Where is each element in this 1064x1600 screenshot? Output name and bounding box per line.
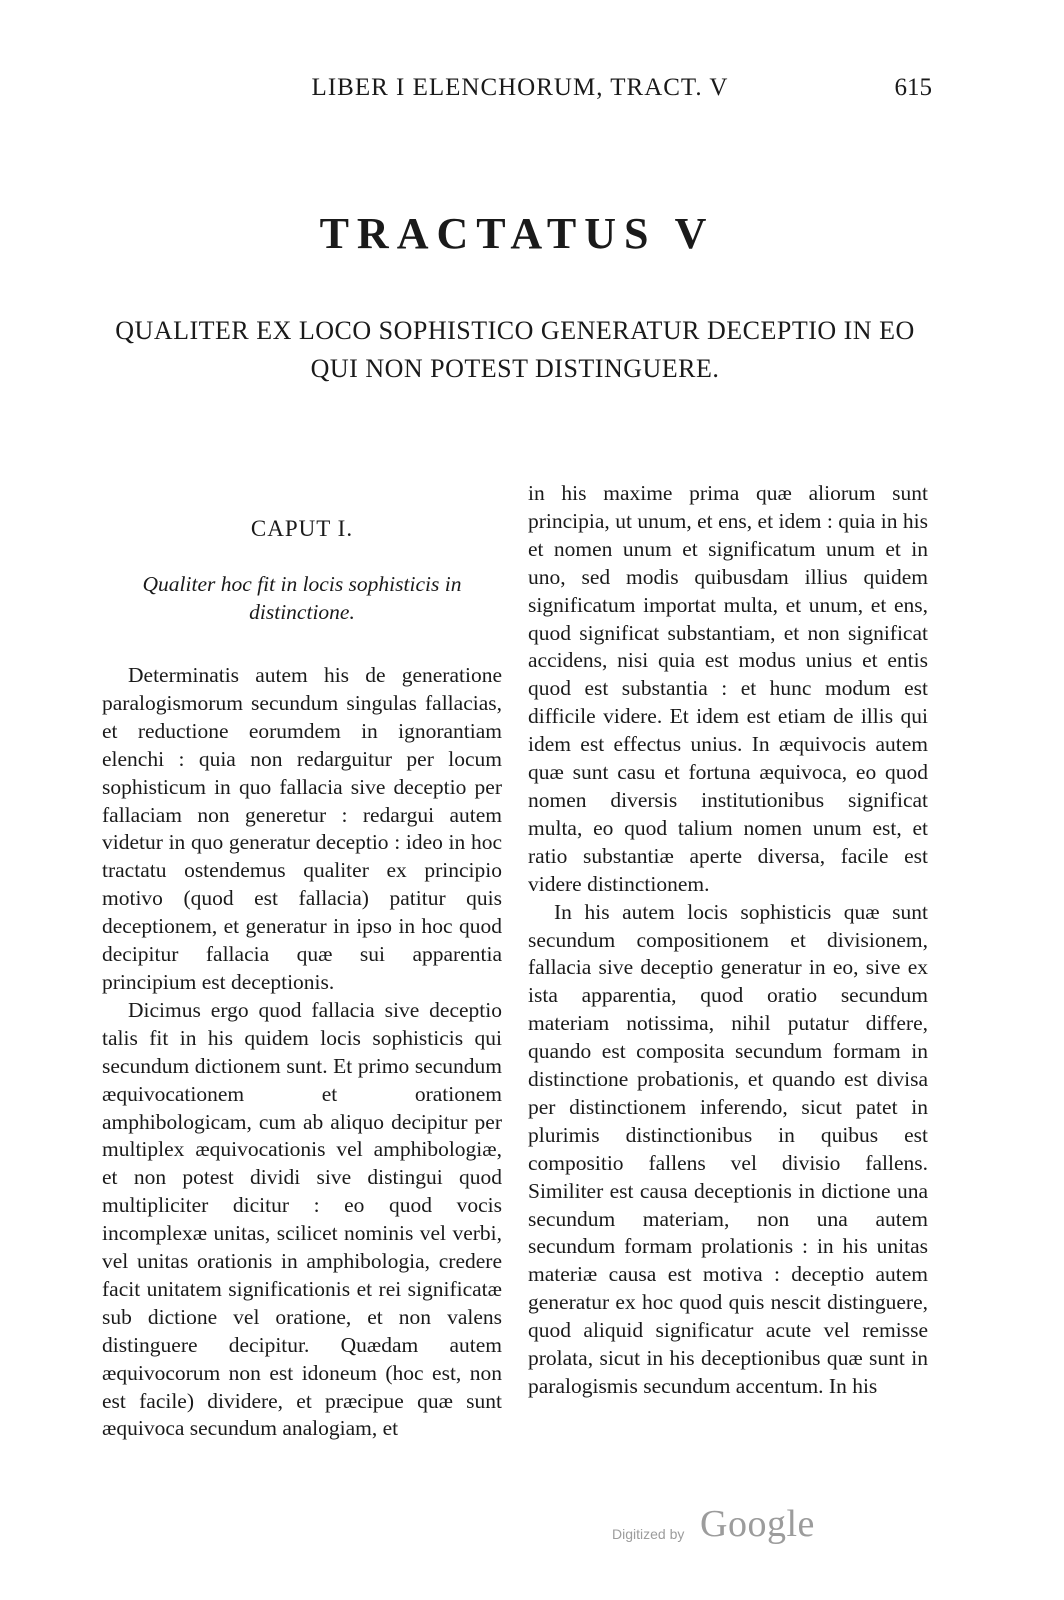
tractatus-title: TRACTATUS V bbox=[319, 209, 715, 258]
running-head bbox=[0, 74, 1064, 108]
running-title: LIBER I ELENCHORUM, TRACT. V bbox=[311, 74, 729, 101]
chapter-heading: CAPUT I. bbox=[250, 516, 354, 541]
chapter-summary: Qualiter hoc fit in locis sophisticis in distinctione. bbox=[142, 572, 462, 624]
google-logo: Google bbox=[700, 1503, 815, 1545]
left-paragraph-1: Determinatis autem his de generatione paralogismorum secundum singulas fallacias, et reductione eorumdem in ignorantiam elenchi : quia non redarguitur per locum sophisticum in quo fallacia sive deceptio per fallaciam non generetur : redargui autem videtur in quo generatur deceptio : ideo in hoc tractatu ostendemus qualiter ex principio motivo (quod est fallacia) patitur quis deceptionem, et generatur in ipso in hoc quod decipitur fallacia quæ sui apparentia principium est deceptionis. bbox=[102, 663, 502, 994]
tractatus-subtitle: QUALITER EX LOCO SOPHISTICO GENERATUR DECEPTIO IN EO QUI NON POTEST DISTINGUERE. bbox=[115, 316, 915, 383]
digitized-watermark bbox=[612, 1502, 832, 1552]
right-paragraph-1: in his maxime prima quæ aliorum sunt principia, ut unum, et ens, et idem : quia in his et nomen unum et significatum unum et in uno, sed modis quibusdam illius quidem significatum importat multa, et unum, et ens, quod significat substantiam, et non significat accidens, nisi quia est modus unius et entis quod est substantia : et hunc modum est difficile videre. Et idem est etiam de illis qui idem est effectus unius. In æquivocis autem quæ sunt casu et fortuna æquivoca, eo quod nomen diversis institutionibus significat multa, eo quod talium nomen unum est, et ratio substantiæ aperte diversa, facile est videre distinctionem. bbox=[528, 481, 928, 896]
right-column bbox=[528, 480, 928, 1401]
watermark-prefix: Digitized by bbox=[612, 1526, 685, 1542]
left-paragraph-2: Dicimus ergo quod fallacia sive deceptio talis fit in his quidem locis sophisticis qui secundum dictionem sunt. Et primo secundum æquivocationem et orationem amphibologicam, cum ab aliquo decipitur per multiplex æquivocationis vel amphibologiæ, et non potest dividi sive distingui quod multipliciter dicitur : eo quod vocis incomplexæ unitas, scilicet nominis vel verbi, vel unitas orationis in amphibologia, credere facit unitatem significationis et rei significatæ sub dictione vel oratione, et non valens distinguere decipitur. Quædam autem æquivocorum non est idoneum (hoc est, non est facile) dividere, et præcipue quæ sunt æquivoca secundum analogiam, et bbox=[102, 997, 502, 1441]
page-number: 615 bbox=[894, 74, 932, 101]
right-paragraph-2: In his autem locis sophisticis quæ sunt secundum compositionem et divisionem, fallacia sive deceptio generatur in eo, sive ex ista apparentia, quod oratio secundum materiam notissima, nihil putatur differe, quando est composita secundum formam in distinctione probationis, et quando est divisa per distinctionem inferendo, sicut patet in plurimis distinctionibus in quibus est compositio fallens vel divisio fallens. Similiter est causa deceptionis in dictione una secundum materiam, non una autem secundum formam prolationis : in his unitas materiæ causa est motiva : deceptio autem generatur ex hoc quod quis nescit distinguere, quod aliquid significatur acute vel remisse prolata, sicut in his deceptionibus quæ sunt in paralogismis secundum accentum. In his bbox=[528, 899, 928, 1398]
left-column bbox=[102, 480, 502, 1443]
